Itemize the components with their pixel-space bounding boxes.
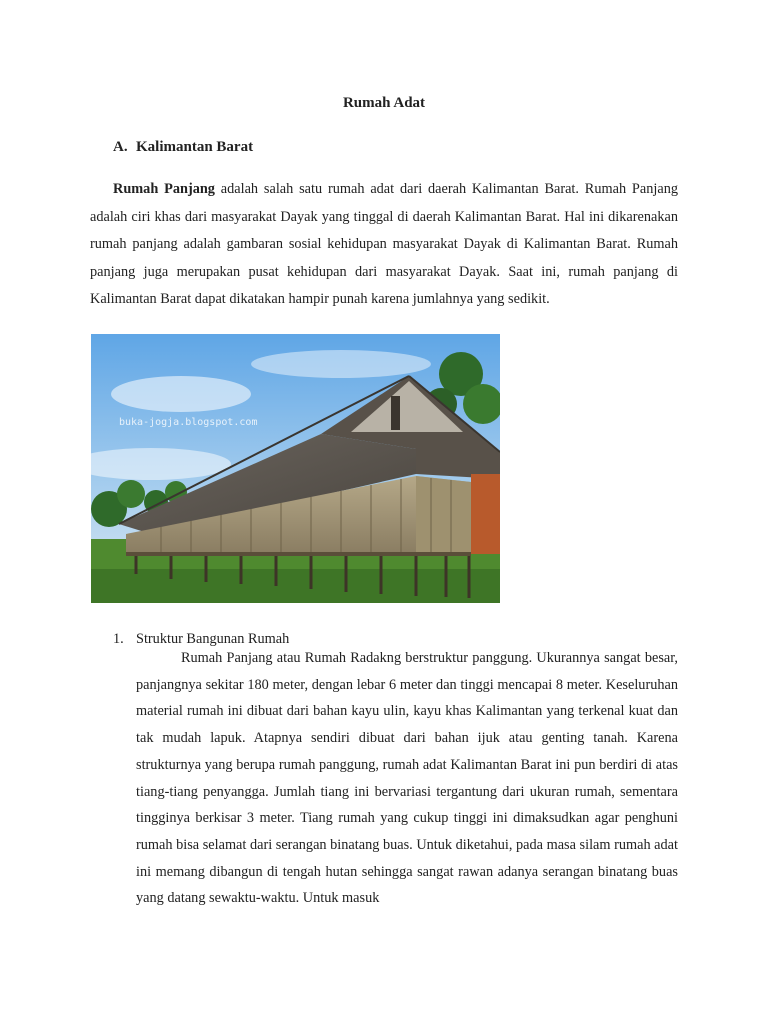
section-heading-text: Kalimantan Barat [136, 139, 254, 155]
section-letter: A. [113, 139, 128, 155]
photo-watermark: buka-jogja.blogspot.com [119, 417, 258, 428]
list-heading-text: Struktur Bangunan Rumah [136, 631, 290, 647]
page-title: Rumah Adat [342, 95, 426, 111]
longhouse-photo [91, 334, 500, 603]
list-number: 1. [113, 631, 124, 647]
intro-paragraph [90, 176, 678, 314]
intro-text: adalah salah satu rumah adat dari daerah Kalimantan Barat. Rumah Panjang adalah ciri khas dari masyarakat Dayak yang tinggal di daerah Kalimantan Barat. Hal ini dikarenakan rumah panjang adalah gambaran sosial kehidupan masyarakat Dayak di Kalimantan Barat. Rumah panjang juga merupakan pusat kehidupan dari masyarakat Dayak. Saat ini, rumah panjang di Kalimantan Barat dapat dikatakan hampir punah karena jumlahnya yang sedikit. [90, 181, 678, 307]
section-heading [113, 139, 253, 156]
structure-paragraph: Rumah Panjang atau Rumah Radakng berstruktur panggung. Ukurannya sangat besar, panjangnya sekitar 180 meter, dengan lebar 6 meter dan tinggi mencapai 8 meter. Keseluruhan material rumah ini dibuat dari bahan kayu ulin, kayu khas Kalimantan yang terkenal kuat dan tak mudah lapuk. Atapnya sendiri dibuat dari bahan ijuk atau genting tanah. Karena strukturnya yang berupa rumah panggung, rumah adat Kalimantan Barat ini pun berdiri di atas tiang-tiang penyangga. Jumlah tiang ini bervariasi tergantung dari ukuran rumah, sementara tingginya berkisar 3 meter. Tiang rumah yang cukup tinggi ini dimaksudkan agar penghuni rumah bisa selamat dari serangan binatang buas. Untuk diketahui, pada masa silam rumah adat ini memang dibangun di tengah hutan sehingga sangat rawan adanya serangan binatang buas yang datang sewaktu-waktu. Untuk masuk [136, 650, 678, 907]
intro-bold-term: Rumah Panjang [113, 181, 215, 197]
